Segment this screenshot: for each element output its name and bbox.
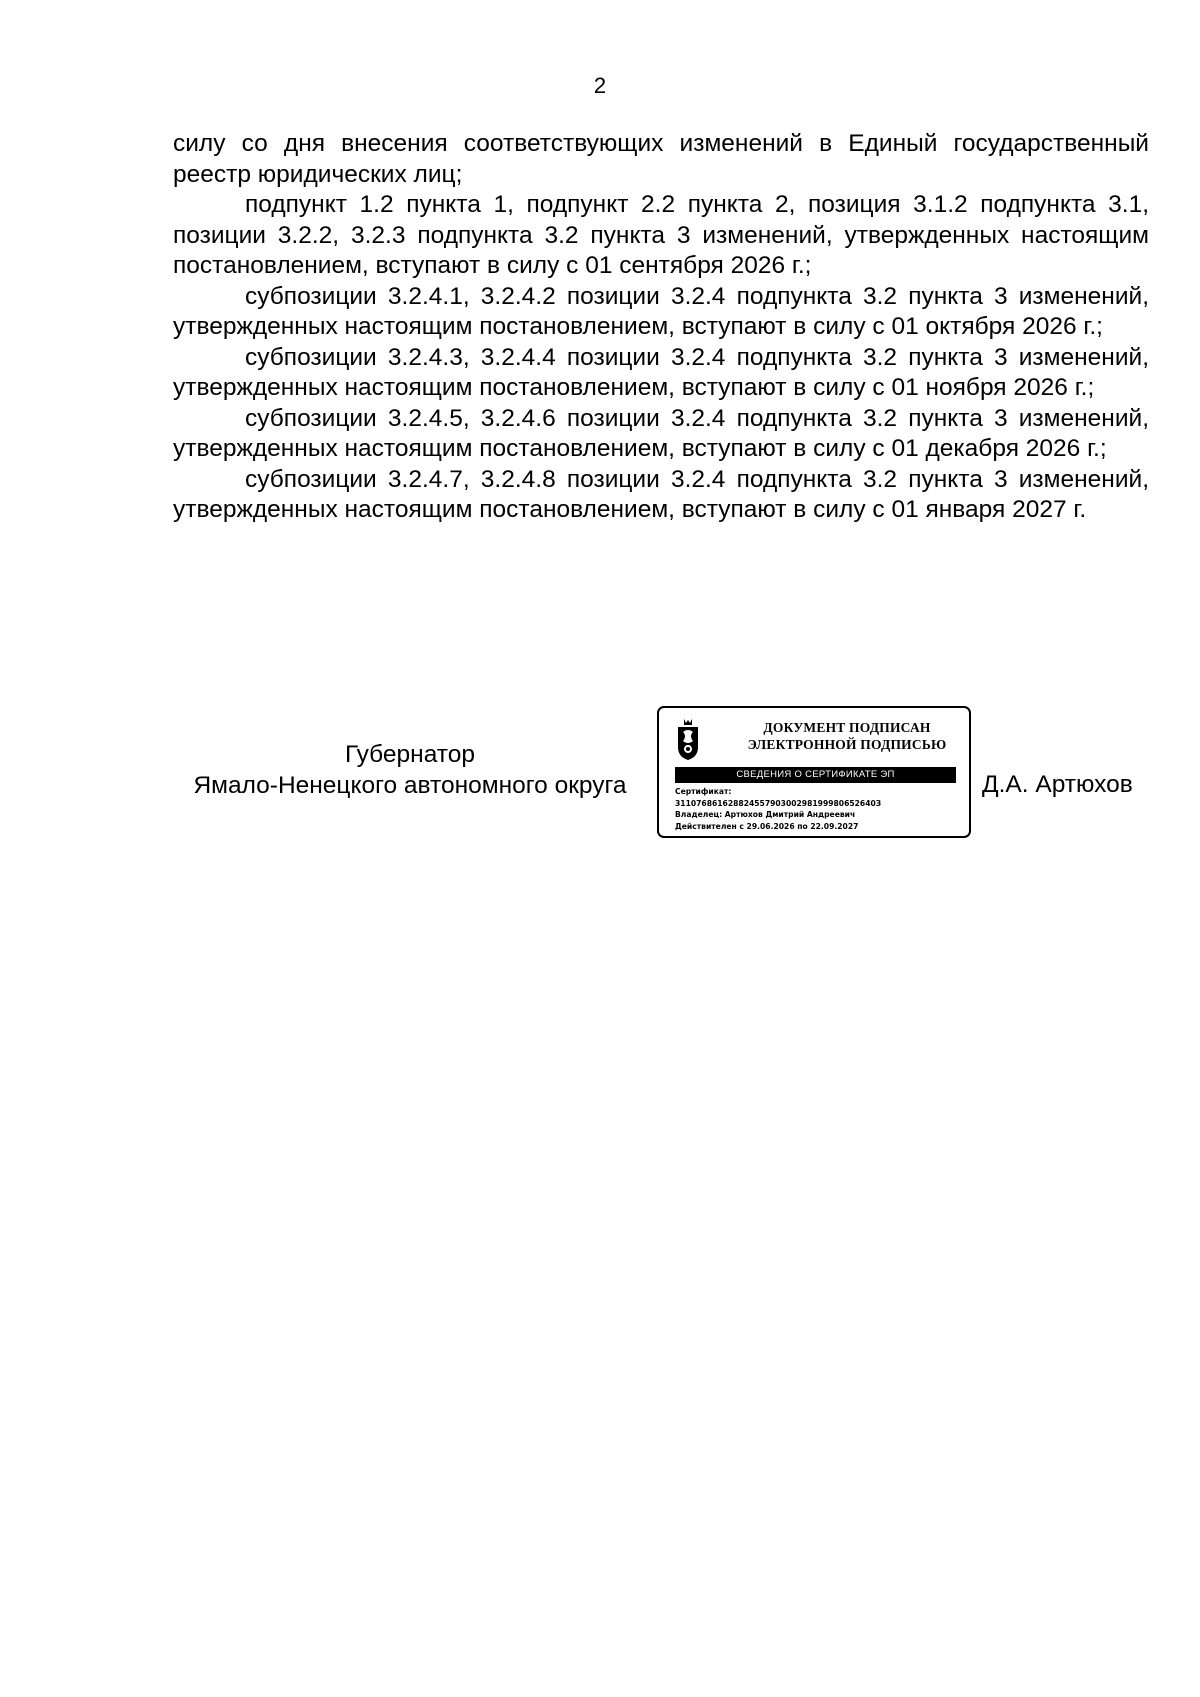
certificate-number: 31107686162882455790300298199980652640З	[675, 798, 882, 808]
coat-of-arms-icon	[675, 717, 701, 761]
signer-position-line-1: Губернатор	[345, 741, 475, 768]
paragraph-1: силу со дня внесения соответствующих изменений в Единый государственный реестр юридических лиц;	[173, 130, 1149, 188]
certificate-owner: Владелец: Артюхов Дмитрий Андреевич	[675, 810, 856, 820]
page-number: 2	[593, 73, 607, 98]
stamp-title-line-1: ДОКУМЕНТ ПОДПИСАН	[763, 720, 931, 735]
paragraph-2: подпункт 1.2 пункта 1, подпункт 2.2 пункта 2, позиция 3.1.2 подпункта 3.1, позиции 3.2.2, 3.2.3 подпункта 3.2 пункта 3 изменений, утвержденных настоящим постановлением, вступают в силу с 01 сентября 2026 г.;	[173, 191, 1149, 279]
certificate-validity: Действителен с 29.06.2026 по 22.09.2027	[675, 821, 859, 831]
paragraph-5: субпозиции 3.2.4.5, 3.2.4.6 позиции 3.2.4 подпункта 3.2 пункта 3 изменений, утвержденных настоящим постановлением, вступают в силу с 01 декабря 2026 г.;	[173, 404, 1149, 462]
stamp-title	[727, 719, 967, 753]
signer-position-line-2: Ямало-Ненецкого автономного округа	[193, 772, 627, 799]
signer-name: Д.А. Артюхов	[982, 771, 1133, 798]
electronic-signature-stamp	[657, 706, 971, 838]
certificate-label: Сертификат:	[675, 787, 732, 796]
paragraph-3: субпозиции 3.2.4.1, 3.2.4.2 позиции 3.2.4 подпункта 3.2 пункта 3 изменений, утвержденных настоящим постановлением, вступают в силу с 01 октября 2026 г.;	[173, 282, 1149, 340]
signer-position	[160, 739, 660, 801]
paragraph-6: субпозиции 3.2.4.7, 3.2.4.8 позиции 3.2.4 подпункта 3.2 пункта 3 изменений, утвержденных настоящим постановлением, вступают в силу с 01 января 2027 г.	[173, 465, 1149, 523]
certificate-info-bar: СВЕДЕНИЯ О СЕРТИФИКАТЕ ЭП	[675, 767, 956, 783]
paragraph-4: субпозиции 3.2.4.3, 3.2.4.4 позиции 3.2.4 подпункта 3.2 пункта 3 изменений, утвержденных настоящим постановлением, вступают в силу с 01 ноября 2026 г.;	[173, 343, 1149, 401]
certificate-details	[675, 786, 965, 832]
stamp-title-line-2: ЭЛЕКТРОННОЙ ПОДПИСЬЮ	[747, 737, 947, 752]
document-body	[173, 129, 1149, 526]
